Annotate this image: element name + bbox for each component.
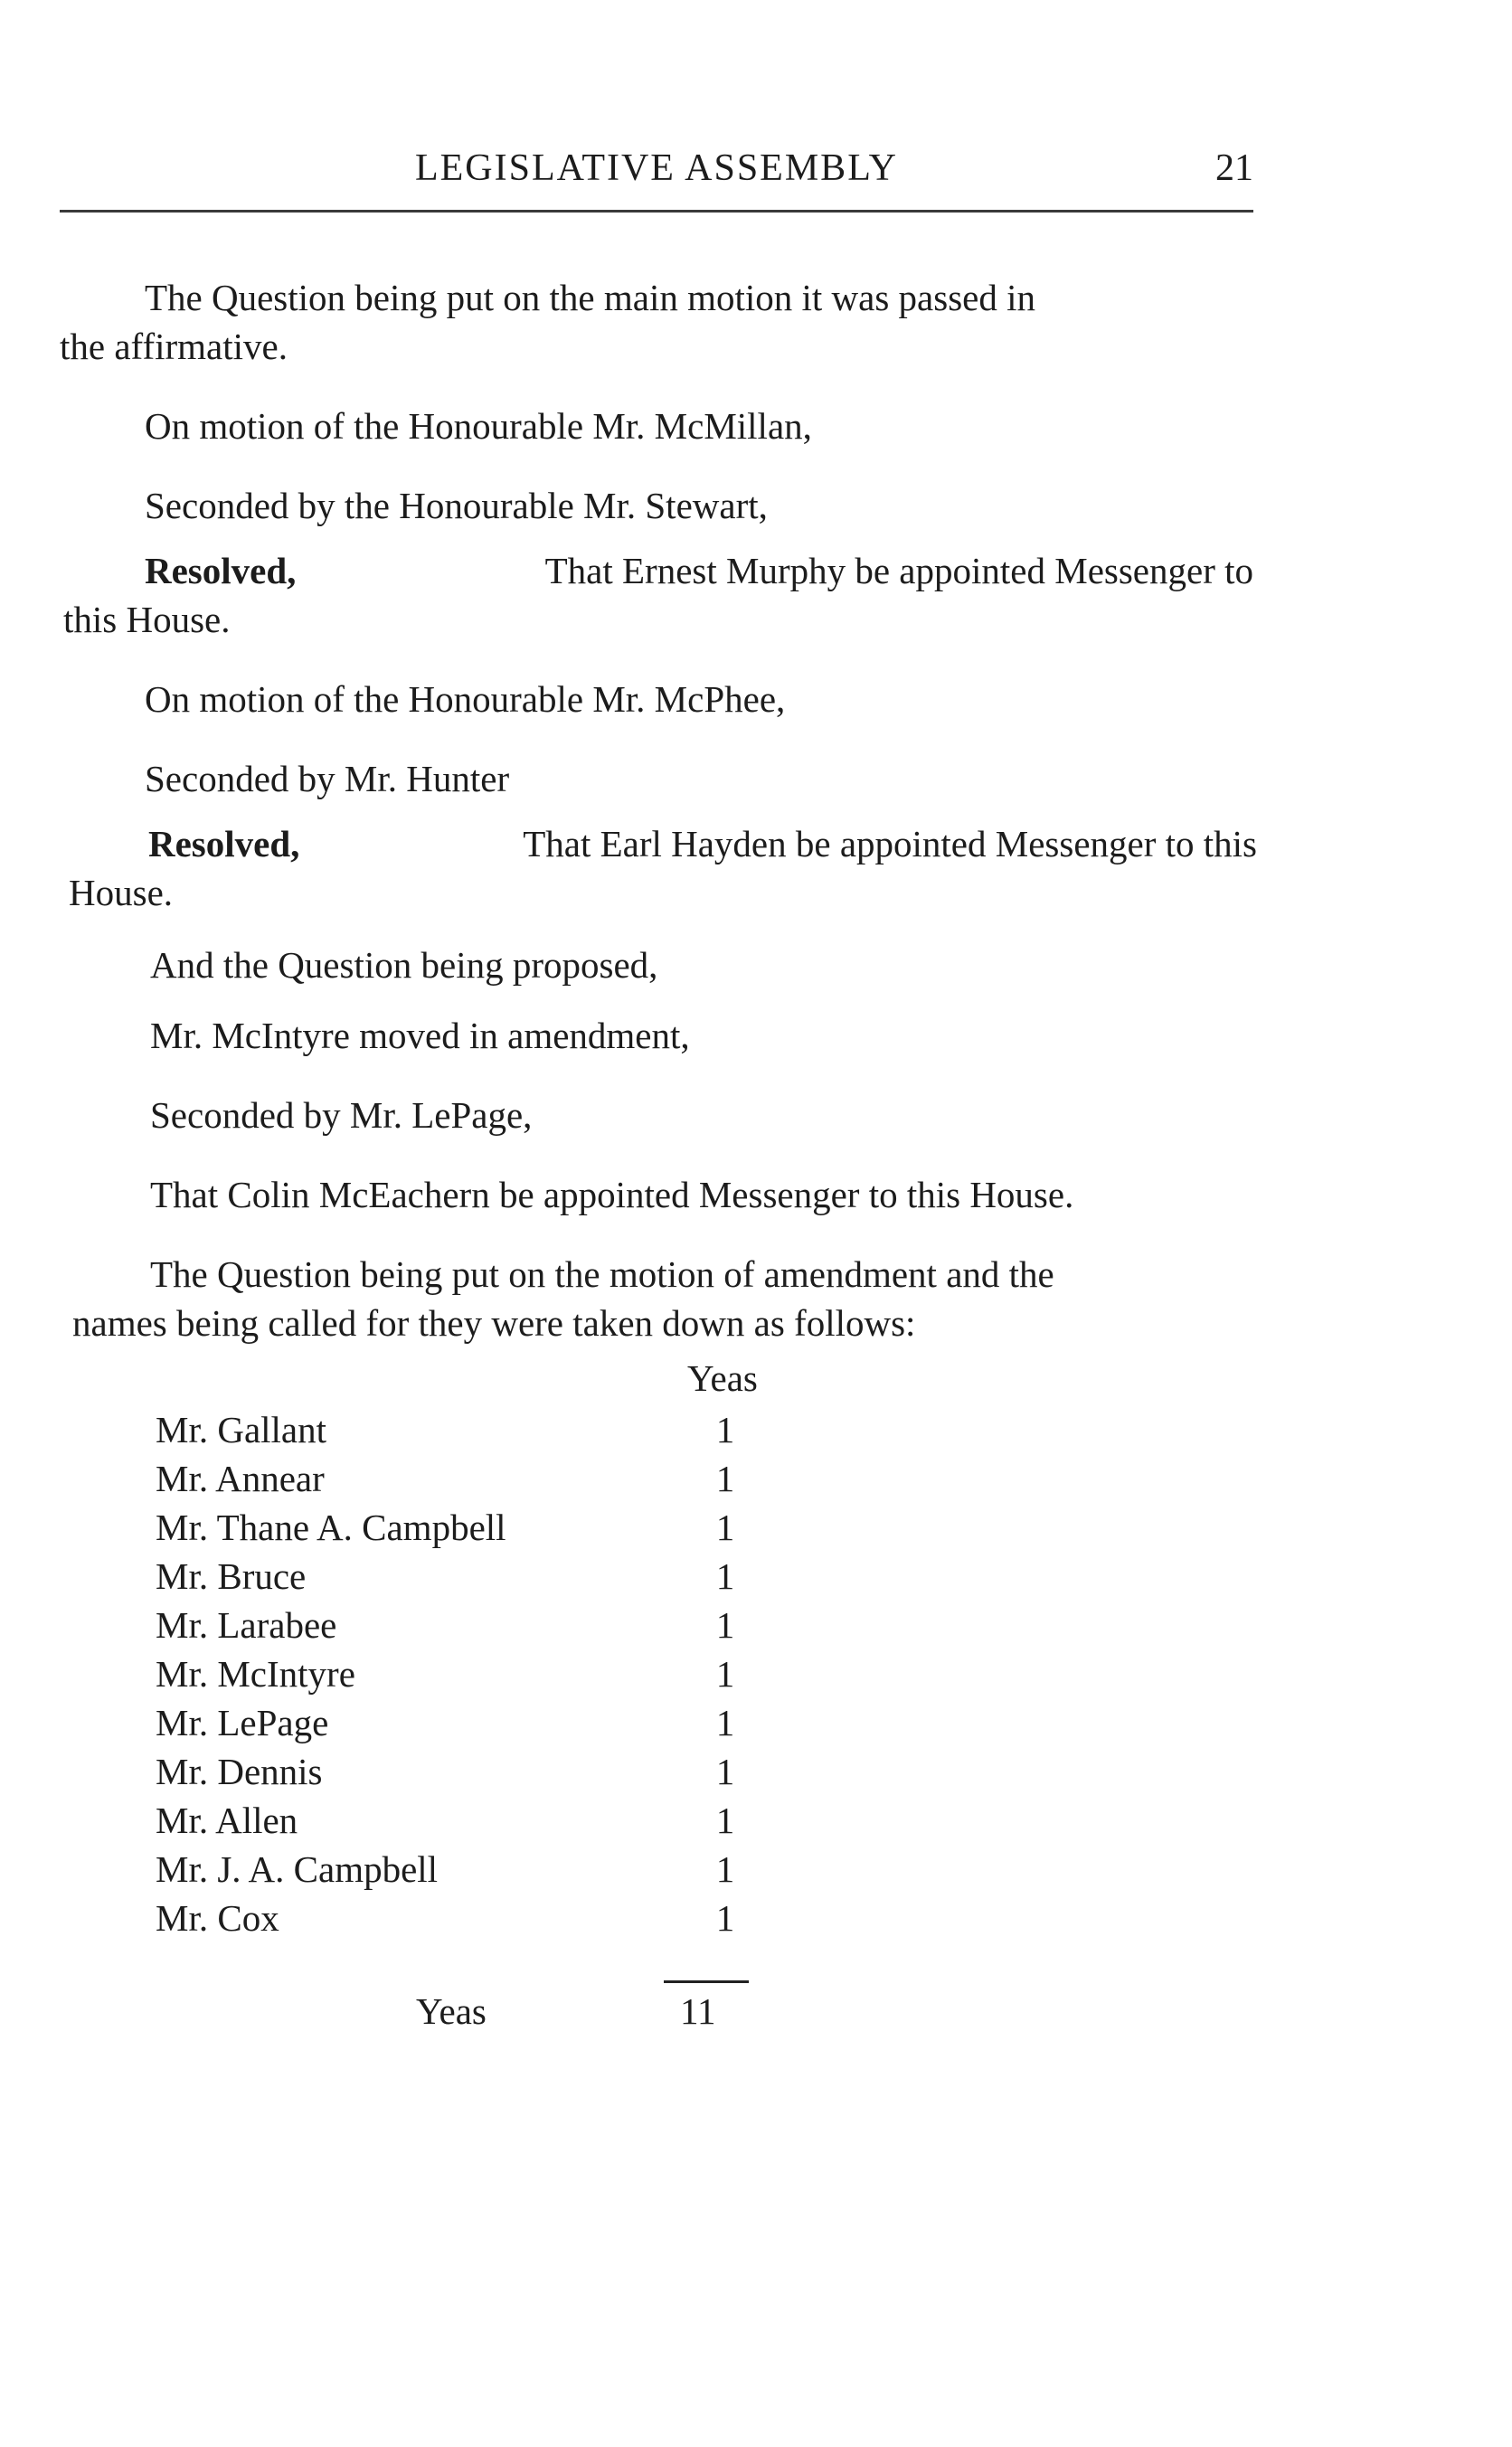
vote-row bbox=[156, 1845, 789, 1894]
vote-count: 1 bbox=[715, 1848, 735, 1890]
paragraph-resolved-murphy-line-2: this House. bbox=[63, 599, 231, 640]
paragraph-resolved-murphy-line-1 bbox=[145, 546, 1253, 595]
total-rule bbox=[664, 1980, 749, 1983]
vote-row bbox=[156, 1649, 789, 1698]
paragraph-main-motion-line-2: the affirmative. bbox=[60, 326, 288, 367]
member-name: Mr. Bruce bbox=[156, 1555, 307, 1597]
paragraph-motion-mcmillan: On motion of the Honourable Mr. McMillan, bbox=[145, 405, 812, 447]
vote-count: 1 bbox=[715, 1604, 735, 1646]
text-segment: The Question being put on the motion of amendment and the bbox=[150, 1253, 1054, 1295]
member-name: Mr. Thane A. Campbell bbox=[156, 1507, 506, 1548]
vote-count: 1 bbox=[715, 1458, 735, 1499]
member-name: Mr. Cox bbox=[156, 1897, 279, 1939]
header-rule bbox=[60, 210, 1253, 213]
vote-row bbox=[156, 1454, 789, 1503]
paragraph-question-proposed: And the Question being proposed, bbox=[150, 944, 658, 986]
vote-row bbox=[156, 1405, 789, 1454]
vote-table bbox=[156, 1405, 789, 1942]
vote-count: 1 bbox=[715, 1409, 735, 1450]
member-name: Mr. LePage bbox=[156, 1702, 329, 1743]
paragraph-main-motion-line-1 bbox=[60, 273, 1253, 322]
total-value: 11 bbox=[680, 1990, 716, 2032]
vote-count: 1 bbox=[715, 1897, 735, 1939]
paragraph-seconded-stewart: Seconded by the Honourable Mr. Stewart, bbox=[145, 485, 768, 526]
text-segment: The Question being put on the main motion it was passed in bbox=[145, 277, 1036, 318]
resolved-label: Resolved, bbox=[148, 823, 300, 864]
member-name: Mr. Larabee bbox=[156, 1604, 337, 1646]
vote-count: 1 bbox=[715, 1507, 735, 1548]
vote-row bbox=[156, 1894, 789, 1942]
member-name: Mr. Annear bbox=[156, 1458, 325, 1499]
text-segment: That Earl Hayden be appointed Messenger to this bbox=[523, 823, 1257, 864]
vote-row bbox=[156, 1552, 789, 1601]
yeas-column-header: Yeas bbox=[687, 1357, 758, 1399]
vote-count: 1 bbox=[715, 1800, 735, 1841]
text-segment: That Ernest Murphy be appointed Messenger to bbox=[544, 550, 1253, 591]
paragraph-resolved-hayden-line-1 bbox=[148, 819, 1257, 868]
member-name: Mr. Dennis bbox=[156, 1751, 323, 1792]
vote-count: 1 bbox=[715, 1751, 735, 1792]
vote-row bbox=[156, 1747, 789, 1796]
paragraph-amendment-vote-line-2: names being called for they were taken down as follows: bbox=[72, 1302, 916, 1344]
paragraph-moved-amendment: Mr. McIntyre moved in amendment, bbox=[150, 1015, 690, 1056]
page-header bbox=[60, 146, 1253, 201]
vote-row bbox=[156, 1796, 789, 1845]
vote-row bbox=[156, 1698, 789, 1747]
running-title: LEGISLATIVE ASSEMBLY bbox=[415, 147, 898, 189]
total-label: Yeas bbox=[416, 1990, 487, 2032]
paragraph-motion-mcphee: On motion of the Honourable Mr. McPhee, bbox=[145, 678, 786, 720]
resolved-label: Resolved, bbox=[145, 550, 297, 591]
member-name: Mr. McIntyre bbox=[156, 1653, 355, 1695]
member-name: Mr. Gallant bbox=[156, 1409, 327, 1450]
paragraph-resolved-hayden-line-2: House. bbox=[69, 872, 174, 913]
vote-count: 1 bbox=[715, 1702, 735, 1743]
paragraph-amendment-vote-line-1 bbox=[150, 1250, 1257, 1299]
page-number: 21 bbox=[1215, 147, 1253, 189]
vote-count: 1 bbox=[715, 1555, 735, 1597]
paragraph-mceachern: That Colin McEachern be appointed Messenger to this House. bbox=[150, 1174, 1074, 1215]
vote-count: 1 bbox=[715, 1653, 735, 1695]
vote-row bbox=[156, 1601, 789, 1649]
paragraph-seconded-hunter: Seconded by Mr. Hunter bbox=[145, 758, 510, 799]
member-name: Mr. Allen bbox=[156, 1800, 298, 1841]
member-name: Mr. J. A. Campbell bbox=[156, 1848, 439, 1890]
vote-row bbox=[156, 1503, 789, 1552]
paragraph-seconded-lepage: Seconded by Mr. LePage, bbox=[150, 1094, 533, 1136]
